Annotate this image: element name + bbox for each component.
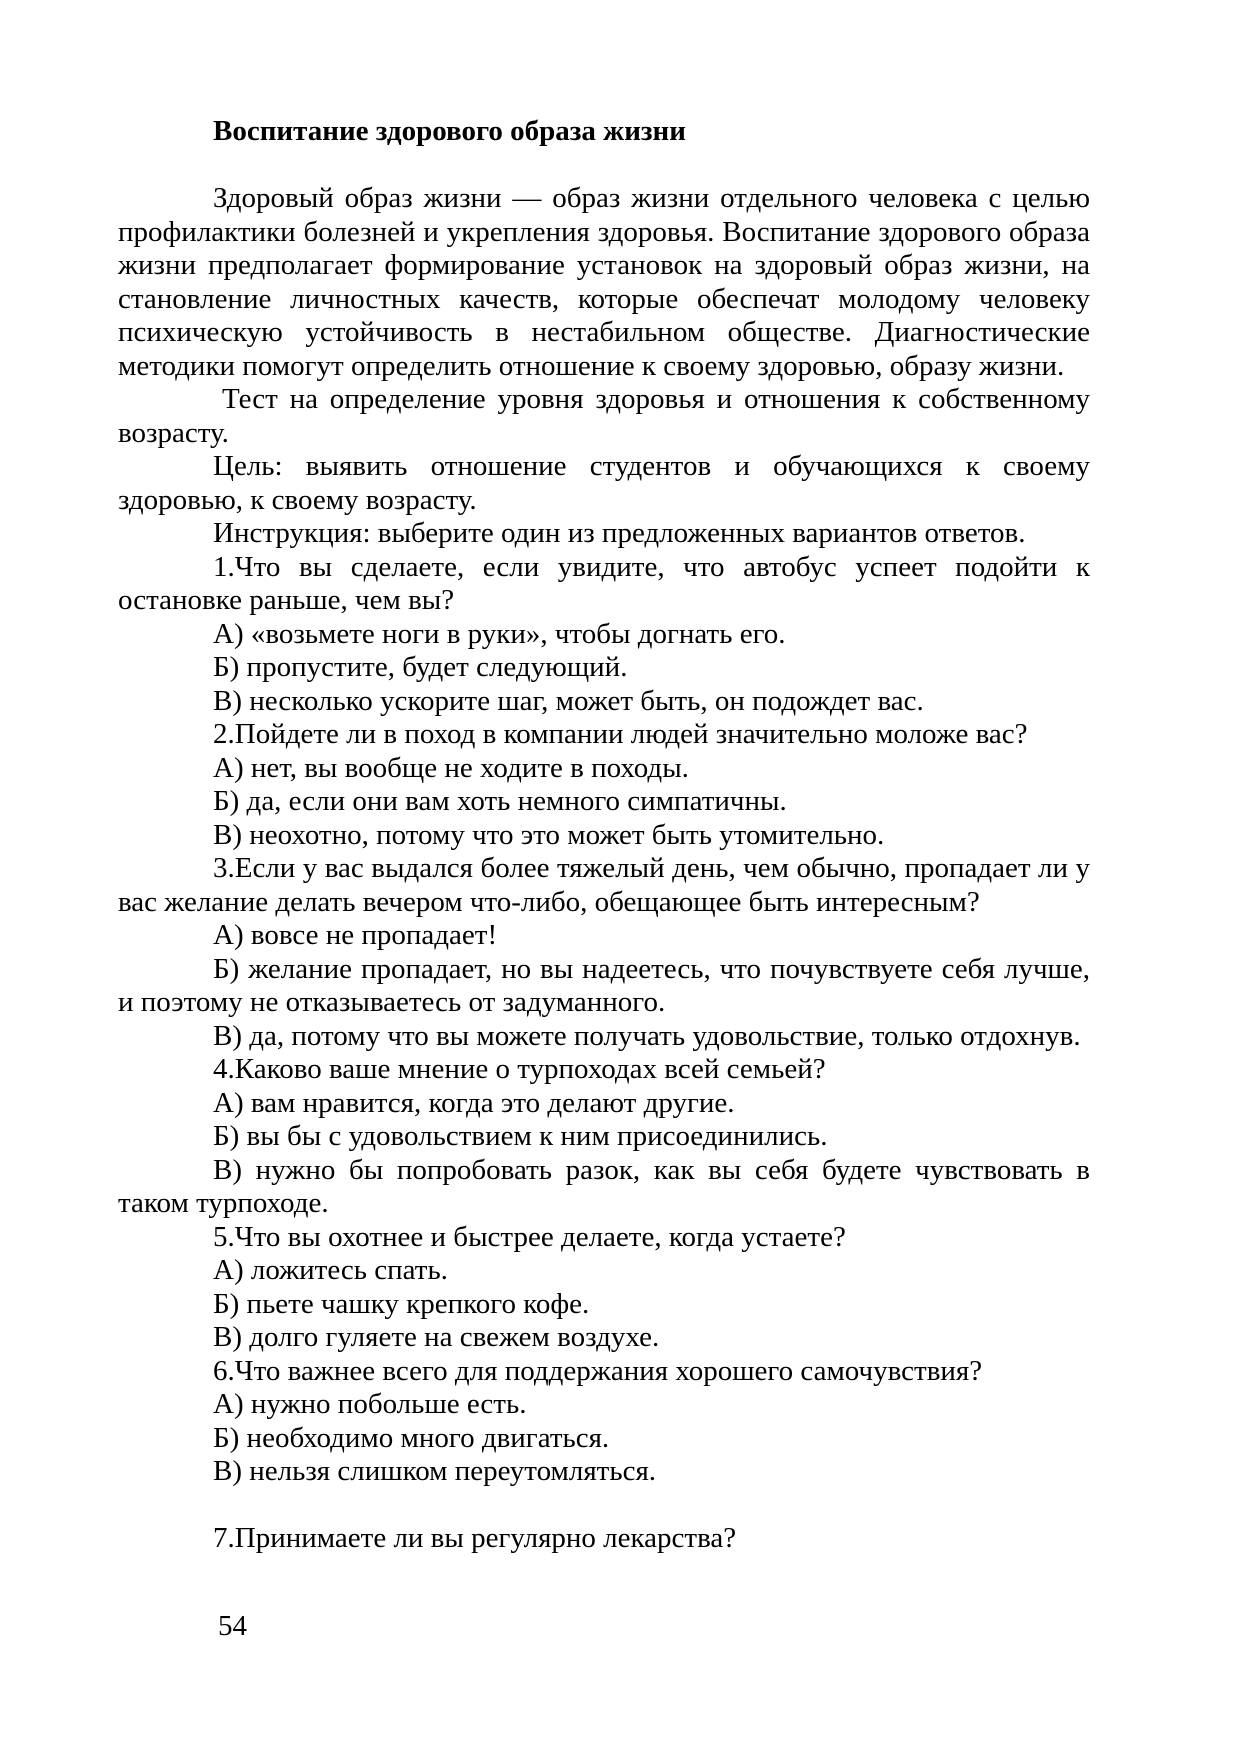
question-4-option-v: В) нужно бы попробовать разок, как вы себя будете чувствовать в таком турпоходе. xyxy=(118,1153,1090,1219)
question-4-option-a: А) вам нравится, когда это делают другие. xyxy=(213,1086,735,1119)
test-heading: Тест на определение уровня здоровья и отношения к собственному возрасту. xyxy=(118,383,1090,449)
question-3: 3.Если у вас выдался более тяжелый день, чем обычно, пропадает ли у вас желание делать вечером что-либо, обещающее быть интересным? xyxy=(118,852,1090,918)
question-5-option-v: В) долго гуляете на свежем воздухе. xyxy=(213,1321,660,1353)
question-1-option-a: А) «возьмете ноги в руки», чтобы догнать его. xyxy=(213,617,786,650)
question-6-option-v: В) нельзя слишком переутомляться. xyxy=(213,1455,657,1487)
question-6-option-b: Б) необходимо много двигаться. xyxy=(213,1421,610,1454)
question-5-option-b: Б) пьете чашку крепкого кофе. xyxy=(213,1287,590,1320)
goal-paragraph: Цель: выявить отношение студентов и обучающихся к своему здоровью, к своему возрасту. xyxy=(118,450,1090,516)
question-2-option-b: Б) да, если они вам хоть немного симпатичны. xyxy=(213,785,787,817)
question-7: 7.Принимаете ли вы регулярно лекарства? xyxy=(213,1522,737,1554)
page-title: Воспитание здорового образа жизни xyxy=(213,115,686,147)
blank-line-spacer xyxy=(118,1489,1090,1523)
intro-paragraph: Здоровый образ жизни — образ жизни отдельного человека с целью профилактики болезней и укрепления здоровья. Воспитание здорового образа жизни предполагает формирование установок на здоровый образ жизни, на становление личностных качеств, которые обеспечат молодому человеку психическую устойчивость в нестабильном обществе. Диагностические методики помогут определить отношение к своему здоровью, образу жизни. xyxy=(118,182,1090,382)
question-3-option-b: Б) желание пропадает, но вы надеетесь, что почувствуете себя лучше, и поэтому не отказываетесь от задуманного. xyxy=(118,952,1090,1018)
question-4-option-b: Б) вы бы с удовольствием к ним присоединились. xyxy=(213,1120,828,1152)
question-2: 2.Пойдете ли в поход в компании людей значительно моложе вас? xyxy=(213,718,1028,750)
page-number: 54 xyxy=(218,1610,247,1642)
question-4: 4.Каково ваше мнение о турпоходах всей семьей? xyxy=(213,1053,826,1085)
question-2-option-v: В) неохотно, потому что это может быть утомительно. xyxy=(213,818,885,851)
question-1-option-v: В) несколько ускорите шаг, может быть, он подождет вас. xyxy=(213,684,924,717)
question-1-option-b: Б) пропустите, будет следующий. xyxy=(213,651,628,683)
question-6: 6.Что важнее всего для поддержания хорошего самочувствия? xyxy=(213,1354,983,1387)
question-2-option-a: А) нет, вы вообще не ходите в походы. xyxy=(213,751,689,784)
document-content xyxy=(118,115,1090,1556)
question-5-option-a: А) ложитесь спать. xyxy=(213,1254,448,1286)
question-3-option-a: А) вовсе не пропадает! xyxy=(213,919,498,951)
question-1: 1.Что вы сделаете, если увидите, что автобус успеет подойти к остановке раньше, чем вы? xyxy=(118,550,1090,616)
instruction-paragraph: Инструкция: выберите один из предложенных вариантов ответов. xyxy=(213,517,1026,549)
question-6-option-a: А) нужно побольше есть. xyxy=(213,1388,527,1420)
question-5: 5.Что вы охотнее и быстрее делаете, когда устаете? xyxy=(213,1220,846,1253)
question-3-option-v: В) да, потому что вы можете получать удовольствие, только отдохнув. xyxy=(213,1019,1081,1052)
